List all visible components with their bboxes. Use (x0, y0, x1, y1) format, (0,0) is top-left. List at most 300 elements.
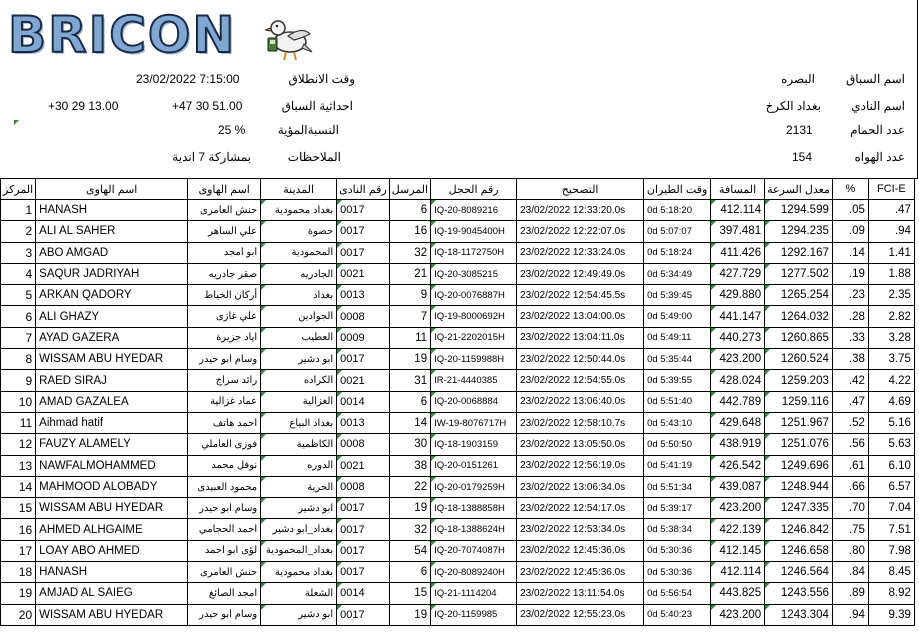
fancier-name-en-cell: LOAY ABO AHMED (36, 540, 188, 561)
fancier-name-ar-cell: رائد سراج (188, 370, 261, 391)
club-number-cell: 0021 (337, 263, 390, 284)
rank-cell: 2 (1, 221, 36, 242)
ring-number-cell: IQ-18-1903159 (431, 434, 517, 455)
table-row (1, 370, 915, 391)
coord-1: +47 30 51.00 (172, 99, 243, 113)
percent-cell: .80 (832, 540, 868, 561)
fancier-name-ar-cell: علي غازى (188, 306, 261, 327)
city-cell: بغداد محمودية (261, 562, 337, 583)
flight-time-cell: 0d 5:30:36 (644, 562, 711, 583)
percent-cell: .33 (832, 327, 868, 348)
flight-time-cell: 0d 5:07:07 (644, 221, 711, 242)
fci-cell: .94 (868, 221, 914, 242)
city-cell: الكاظمية (261, 434, 337, 455)
fci-cell: 6.10 (868, 455, 914, 476)
sent-count-cell: 6 (389, 391, 430, 412)
city-cell: بغداد_ابو دشير (261, 519, 337, 540)
correction-time-cell: 23/02/2022 12:45:36.0s (517, 562, 644, 583)
rank-cell: 15 (1, 498, 36, 519)
flight-time-cell: 0d 5:18:24 (644, 242, 711, 263)
table-row (1, 200, 915, 221)
fancier-name-ar-cell: حنش العامرى (188, 562, 261, 583)
fci-cell: 7.04 (868, 498, 914, 519)
rank-cell: 3 (1, 242, 36, 263)
club-number-cell: 0013 (337, 412, 390, 433)
sent-count-cell: 30 (389, 434, 430, 455)
fancier-name-ar-cell: حنش العامرى (188, 200, 261, 221)
col-correction-header: التصحيح (517, 179, 644, 200)
club-number-cell: 0009 (337, 327, 390, 348)
fancier-name-ar-cell: وسام ابو حيدر (188, 498, 261, 519)
table-row (1, 519, 915, 540)
fci-cell: 4.22 (868, 370, 914, 391)
rank-cell: 12 (1, 434, 36, 455)
ring-number-cell: IQ-19-9045400H (431, 221, 517, 242)
percent-cell: .23 (832, 285, 868, 306)
correction-time-cell: 23/02/2022 12:53:34.0s (517, 519, 644, 540)
fancier-name-en-cell: SAQUR JADRIYAH (36, 263, 188, 284)
club-number-cell: 0017 (337, 519, 390, 540)
club-number-cell: 0017 (337, 221, 390, 242)
flight-time-cell: 0d 5:18:20 (644, 200, 711, 221)
correction-time-cell: 23/02/2022 12:54:17.0s (517, 498, 644, 519)
distance-cell: 426.542 (711, 455, 765, 476)
fci-cell: 1.41 (868, 242, 914, 263)
distance-cell: 423.200 (711, 604, 765, 625)
sent-count-cell: 31 (389, 370, 430, 391)
correction-time-cell: 23/02/2022 13:05:50.0s (517, 434, 644, 455)
speed-cell: 1246.658 (765, 540, 833, 561)
city-cell: الكراده (261, 370, 337, 391)
table-row (1, 583, 915, 604)
col-percent-header: % (832, 179, 868, 200)
fci-cell: 8.45 (868, 562, 914, 583)
fancier-name-en-cell: RAED SIRAJ (36, 370, 188, 391)
col-ring-header: رقم الحجل (431, 179, 517, 200)
city-cell: المحمودية (261, 242, 337, 263)
city-cell: بغداد محمودية (261, 200, 337, 221)
club-number-cell: 0017 (337, 604, 390, 625)
fancier-name-ar-cell: وسام ابو حيدر (188, 349, 261, 370)
city-cell: العطيب (261, 327, 337, 348)
distance-cell: 440.273 (711, 327, 765, 348)
table-row (1, 327, 915, 348)
col-fci-header: FCI-E (868, 179, 914, 200)
ring-number-cell: IQ-20-0076887H (431, 285, 517, 306)
flight-time-cell: 0d 5:49:00 (644, 306, 711, 327)
percent-cell: .94 (832, 604, 868, 625)
fancier-name-en-cell: HANASH (36, 200, 188, 221)
city-cell: ابو دشير (261, 349, 337, 370)
flight-time-cell: 0d 5:50:50 (644, 434, 711, 455)
fancier-name-ar-cell: أركان الخياط (188, 285, 261, 306)
ring-number-cell: IQ-18-1172750H (431, 242, 517, 263)
city-cell: الغزالية (261, 391, 337, 412)
city-cell: الجادريه (261, 263, 337, 284)
flight-time-cell: 0d 5:30:36 (644, 540, 711, 561)
fancier-name-en-cell: NAWFALMOHAMMED (36, 455, 188, 476)
percent-cell: .89 (832, 583, 868, 604)
correction-time-cell: 23/02/2022 13:11:54.0s (517, 583, 644, 604)
flight-time-cell: 0d 5:43:10 (644, 412, 711, 433)
col-club-header: رقم النادى (337, 179, 390, 200)
correction-time-cell: 23/02/2022 12:54:45.5s (517, 285, 644, 306)
distance-cell: 397.481 (711, 221, 765, 242)
correction-time-cell: 23/02/2022 12:56:19.0s (517, 455, 644, 476)
city-cell: بغداد البياع (261, 412, 337, 433)
table-row (1, 349, 915, 370)
table-row (1, 412, 915, 433)
table-row (1, 562, 915, 583)
percent-cell: .52 (832, 412, 868, 433)
start-time-value: 23/02/2022 7:15:00 (136, 72, 240, 86)
fancier-name-ar-cell: احمد الحجامي (188, 519, 261, 540)
rank-cell: 20 (1, 604, 36, 625)
correction-time-cell: 23/02/2022 12:49:49.0s (517, 263, 644, 284)
speed-cell: 1264.032 (765, 306, 833, 327)
table-row (1, 476, 915, 497)
ring-number-cell: IQ-18-1388624H (431, 519, 517, 540)
flight-time-cell: 0d 5:49:11 (644, 327, 711, 348)
fancier-name-ar-cell: صقر جادريه (188, 263, 261, 284)
pigeon-icon (258, 8, 314, 64)
table-row (1, 285, 915, 306)
distance-cell: 442.789 (711, 391, 765, 412)
fci-cell: 3.75 (868, 349, 914, 370)
flight-time-cell: 0d 5:56:54 (644, 583, 711, 604)
rank-cell: 16 (1, 519, 36, 540)
fci-cell: 2.82 (868, 306, 914, 327)
ring-number-cell: IQ-20-8089240H (431, 562, 517, 583)
sent-count-cell: 7 (389, 306, 430, 327)
fancier-name-ar-cell: محمود العبيدى (188, 476, 261, 497)
distance-cell: 443.825 (711, 583, 765, 604)
table-row (1, 221, 915, 242)
fancier-name-en-cell: MAHMOOD ALOBADY (36, 476, 188, 497)
city-cell: الحرية (261, 476, 337, 497)
fci-cell: 5.63 (868, 434, 914, 455)
speed-cell: 1247.335 (765, 498, 833, 519)
club-number-cell: 0008 (337, 434, 390, 455)
fancier-name-en-cell: ARKAN QADORY (36, 285, 188, 306)
club-number-cell: 0017 (337, 498, 390, 519)
club-number-cell: 0017 (337, 349, 390, 370)
ring-number-cell: IQ-20-7074087H (431, 540, 517, 561)
fancier-name-en-cell: Aihmad hatif (36, 412, 188, 433)
correction-time-cell: 23/02/2022 12:33:24.0s (517, 242, 644, 263)
speed-cell: 1246.564 (765, 562, 833, 583)
city-cell: الجوادين (261, 306, 337, 327)
club-number-cell: 0021 (337, 455, 390, 476)
ring-number-cell: IQ-20-1159988H (431, 349, 517, 370)
ring-number-cell: IQ-20-0068884 (431, 391, 517, 412)
correction-time-cell: 23/02/2022 13:06:34.0s (517, 476, 644, 497)
percent-cell: .14 (832, 242, 868, 263)
speed-cell: 1249.696 (765, 455, 833, 476)
sent-count-cell: 16 (389, 221, 430, 242)
distance-cell: 427.729 (711, 263, 765, 284)
rank-cell: 9 (1, 370, 36, 391)
pigeons-value: 2131 (786, 123, 813, 137)
table-row (1, 306, 915, 327)
notes-label: الملاحظات (287, 150, 341, 164)
sent-count-cell: 14 (389, 412, 430, 433)
fci-cell: 4.69 (868, 391, 914, 412)
club-number-cell: 0008 (337, 476, 390, 497)
club-number-cell: 0014 (337, 391, 390, 412)
fci-cell: 8.92 (868, 583, 914, 604)
flight-time-cell: 0d 5:51:34 (644, 476, 711, 497)
flight-time-cell: 0d 5:39:55 (644, 370, 711, 391)
percent-cell: .19 (832, 263, 868, 284)
flight-time-cell: 0d 5:40:23 (644, 604, 711, 625)
logo-text: BRICON (8, 6, 237, 64)
notes-value: بمشاركة 7 اندية (172, 150, 251, 164)
fci-cell: 7.98 (868, 540, 914, 561)
fancier-name-ar-cell: فوزى العاملي (188, 434, 261, 455)
speed-cell: 1246.842 (765, 519, 833, 540)
fancier-name-en-cell: ABO AMGAD (36, 242, 188, 263)
race-name-value: البصره (781, 72, 815, 86)
sent-count-cell: 32 (389, 242, 430, 263)
flight-time-cell: 0d 5:35:44 (644, 349, 711, 370)
rank-cell: 8 (1, 349, 36, 370)
percent-cell: .47 (832, 391, 868, 412)
fci-cell: .47 (868, 200, 914, 221)
correction-time-cell: 23/02/2022 12:45:36.0s (517, 540, 644, 561)
col-speed-header: معدل السرعة (765, 179, 833, 200)
ring-number-cell: IQ-20-3085215 (431, 263, 517, 284)
ring-number-cell: IQ-20-1159985 (431, 604, 517, 625)
fci-cell: 9.39 (868, 604, 914, 625)
table-row (1, 434, 915, 455)
percent-cell: .09 (832, 221, 868, 242)
ring-number-cell: IQ-20-8089216 (431, 200, 517, 221)
fancier-name-en-cell: ALI GHAZY (36, 306, 188, 327)
speed-cell: 1251.967 (765, 412, 833, 433)
distance-cell: 412.114 (711, 200, 765, 221)
speed-cell: 1248.944 (765, 476, 833, 497)
speed-cell: 1260.524 (765, 349, 833, 370)
correction-time-cell: 23/02/2022 12:54:55.0s (517, 370, 644, 391)
col-name-ar-header: اسم الهاوى (188, 179, 261, 200)
percent-cell: .28 (832, 306, 868, 327)
city-cell: الشعلة (261, 583, 337, 604)
distance-cell: 422.139 (711, 519, 765, 540)
city-cell: بغداد (261, 285, 337, 306)
speed-cell: 1259.116 (765, 391, 833, 412)
results-table (0, 178, 915, 626)
correction-time-cell: 23/02/2022 12:58:10.7s (517, 412, 644, 433)
fanciers-value: 154 (792, 150, 813, 164)
distance-cell: 423.200 (711, 498, 765, 519)
club-name-label: اسم النادي (851, 99, 905, 113)
correction-time-cell: 23/02/2022 13:04:11.0s (517, 327, 644, 348)
flight-time-cell: 0d 5:34:49 (644, 263, 711, 284)
distance-cell: 428.024 (711, 370, 765, 391)
ring-number-cell: IQ-20-0151261 (431, 455, 517, 476)
fancier-name-ar-cell: عماد غزالية (188, 391, 261, 412)
club-number-cell: 0017 (337, 242, 390, 263)
sent-count-cell: 22 (389, 476, 430, 497)
fancier-name-en-cell: ALI AL SAHER (36, 221, 188, 242)
sent-count-cell: 54 (389, 540, 430, 561)
ring-number-cell: IQ-21-2202015H (431, 327, 517, 348)
percent-cell: .56 (832, 434, 868, 455)
speed-cell: 1260.865 (765, 327, 833, 348)
fancier-name-en-cell: WISSAM ABU HYEDAR (36, 498, 188, 519)
bricon-logo (8, 4, 308, 64)
rank-cell: 14 (1, 476, 36, 497)
fancier-name-ar-cell: علي الساهر (188, 221, 261, 242)
sent-count-cell: 21 (389, 263, 430, 284)
distance-cell: 441.147 (711, 306, 765, 327)
sent-count-cell: 19 (389, 604, 430, 625)
table-row (1, 391, 915, 412)
sent-count-cell: 6 (389, 200, 430, 221)
distance-cell: 412.114 (711, 562, 765, 583)
percent-cell: .84 (832, 562, 868, 583)
distance-cell: 411.426 (711, 242, 765, 263)
correction-time-cell: 23/02/2022 12:50:44.0s (517, 349, 644, 370)
speed-cell: 1243.556 (765, 583, 833, 604)
city-cell: الدوره (261, 455, 337, 476)
speed-cell: 1294.235 (765, 221, 833, 242)
club-number-cell: 0013 (337, 285, 390, 306)
distance-cell: 438.919 (711, 434, 765, 455)
col-city-header: المدينة (261, 179, 337, 200)
percent-cell: .05 (832, 200, 868, 221)
sent-count-cell: 19 (389, 498, 430, 519)
city-cell: ابو دشير (261, 604, 337, 625)
fancier-name-ar-cell: نوفل محمد (188, 455, 261, 476)
fci-cell: 7.51 (868, 519, 914, 540)
speed-cell: 1277.502 (765, 263, 833, 284)
sent-count-cell: 11 (389, 327, 430, 348)
pigeons-label: عدد الحمام (850, 123, 905, 137)
sent-count-cell: 19 (389, 349, 430, 370)
correction-time-cell: 23/02/2022 13:06:40.0s (517, 391, 644, 412)
club-number-cell: 0017 (337, 200, 390, 221)
ring-number-cell: IQ-20-0179259H (431, 476, 517, 497)
fancier-name-ar-cell: ابو امجد (188, 242, 261, 263)
rank-cell: 10 (1, 391, 36, 412)
club-number-cell: 0008 (337, 306, 390, 327)
table-header-row (1, 179, 915, 200)
ring-number-cell: IQ-19-8000692H (431, 306, 517, 327)
fci-cell: 5.16 (868, 412, 914, 433)
distance-cell: 439.087 (711, 476, 765, 497)
speed-cell: 1251.076 (765, 434, 833, 455)
flight-time-cell: 0d 5:39:45 (644, 285, 711, 306)
ring-number-cell: IQ-21-1114204 (431, 583, 517, 604)
table-row (1, 498, 915, 519)
fci-cell: 6.57 (868, 476, 914, 497)
correction-time-cell: 23/02/2022 12:22:07.0s (517, 221, 644, 242)
table-row (1, 604, 915, 625)
coord-2: +30 29 13.00 (48, 99, 119, 113)
fancier-name-en-cell: AHMED ALHGAIME (36, 519, 188, 540)
sent-count-cell: 32 (389, 519, 430, 540)
rank-cell: 6 (1, 306, 36, 327)
sent-count-cell: 9 (389, 285, 430, 306)
fancier-name-en-cell: AYAD GAZERA (36, 327, 188, 348)
club-number-cell: 0021 (337, 370, 390, 391)
sent-count-cell: 38 (389, 455, 430, 476)
table-row (1, 242, 915, 263)
table-row (1, 540, 915, 561)
fancier-name-en-cell: AMAD GAZALEA (36, 391, 188, 412)
fancier-name-ar-cell: احمد هاتف (188, 412, 261, 433)
rank-cell: 4 (1, 263, 36, 284)
table-row (1, 263, 915, 284)
club-number-cell: 0014 (337, 583, 390, 604)
flight-time-cell: 0d 5:41:19 (644, 455, 711, 476)
fci-cell: 2.35 (868, 285, 914, 306)
fancier-name-en-cell: HANASH (36, 562, 188, 583)
correction-time-cell: 23/02/2022 12:55:23.0s (517, 604, 644, 625)
percent-cell: .66 (832, 476, 868, 497)
fancier-name-en-cell: WISSAM ABU HYEDAR (36, 349, 188, 370)
club-name-value: بغداد الكرخ (765, 99, 821, 113)
percent-cell: .38 (832, 349, 868, 370)
rank-cell: 19 (1, 583, 36, 604)
rank-cell: 11 (1, 412, 36, 433)
sent-count-cell: 6 (389, 562, 430, 583)
ring-number-cell: IW-19-8076717H (431, 412, 517, 433)
table-row (1, 455, 915, 476)
fci-cell: 3.28 (868, 327, 914, 348)
correction-time-cell: 23/02/2022 12:33:20.0s (517, 200, 644, 221)
corner-marker (14, 120, 19, 125)
club-number-cell: 0017 (337, 562, 390, 583)
rank-cell: 1 (1, 200, 36, 221)
percent-cell: .75 (832, 519, 868, 540)
fci-cell: 1.88 (868, 263, 914, 284)
sent-count-cell: 15 (389, 583, 430, 604)
col-name-en-header: اسم الهاوى (36, 179, 188, 200)
fancier-name-ar-cell: اياد جزيرة (188, 327, 261, 348)
flight-time-cell: 0d 5:51:40 (644, 391, 711, 412)
ring-number-cell: IQ-18-1388858H (431, 498, 517, 519)
rank-cell: 13 (1, 455, 36, 476)
fancier-name-en-cell: AMJAD AL SAIEG (36, 583, 188, 604)
correction-time-cell: 23/02/2022 13:04:00.0s (517, 306, 644, 327)
speed-cell: 1292.167 (765, 242, 833, 263)
fancier-name-en-cell: WISSAM ABU HYEDAR (36, 604, 188, 625)
distance-cell: 429.880 (711, 285, 765, 306)
race-name-label: اسم السباق (846, 72, 905, 86)
city-cell: بغداد_المحمودية (261, 540, 337, 561)
ring-number-cell: IR-21-4440385 (431, 370, 517, 391)
flight-time-cell: 0d 5:39:17 (644, 498, 711, 519)
fancier-name-ar-cell: امجد الصائغ (188, 583, 261, 604)
speed-cell: 1259.203 (765, 370, 833, 391)
speed-cell: 1294.599 (765, 200, 833, 221)
rank-cell: 17 (1, 540, 36, 561)
rank-cell: 7 (1, 327, 36, 348)
col-rank-header: المركز (1, 179, 36, 200)
speed-cell: 1243.304 (765, 604, 833, 625)
city-cell: ابو دشير (261, 498, 337, 519)
col-flight-time-header: وقت الطيران (644, 179, 711, 200)
rank-cell: 18 (1, 562, 36, 583)
start-time-label: وقت الانطلاق (288, 72, 355, 86)
coords-label: احداثية السباق (281, 99, 353, 113)
distance-cell: 423.200 (711, 349, 765, 370)
fanciers-label: عدد الهواه (854, 150, 905, 164)
percent-value: 25 % (218, 123, 246, 137)
